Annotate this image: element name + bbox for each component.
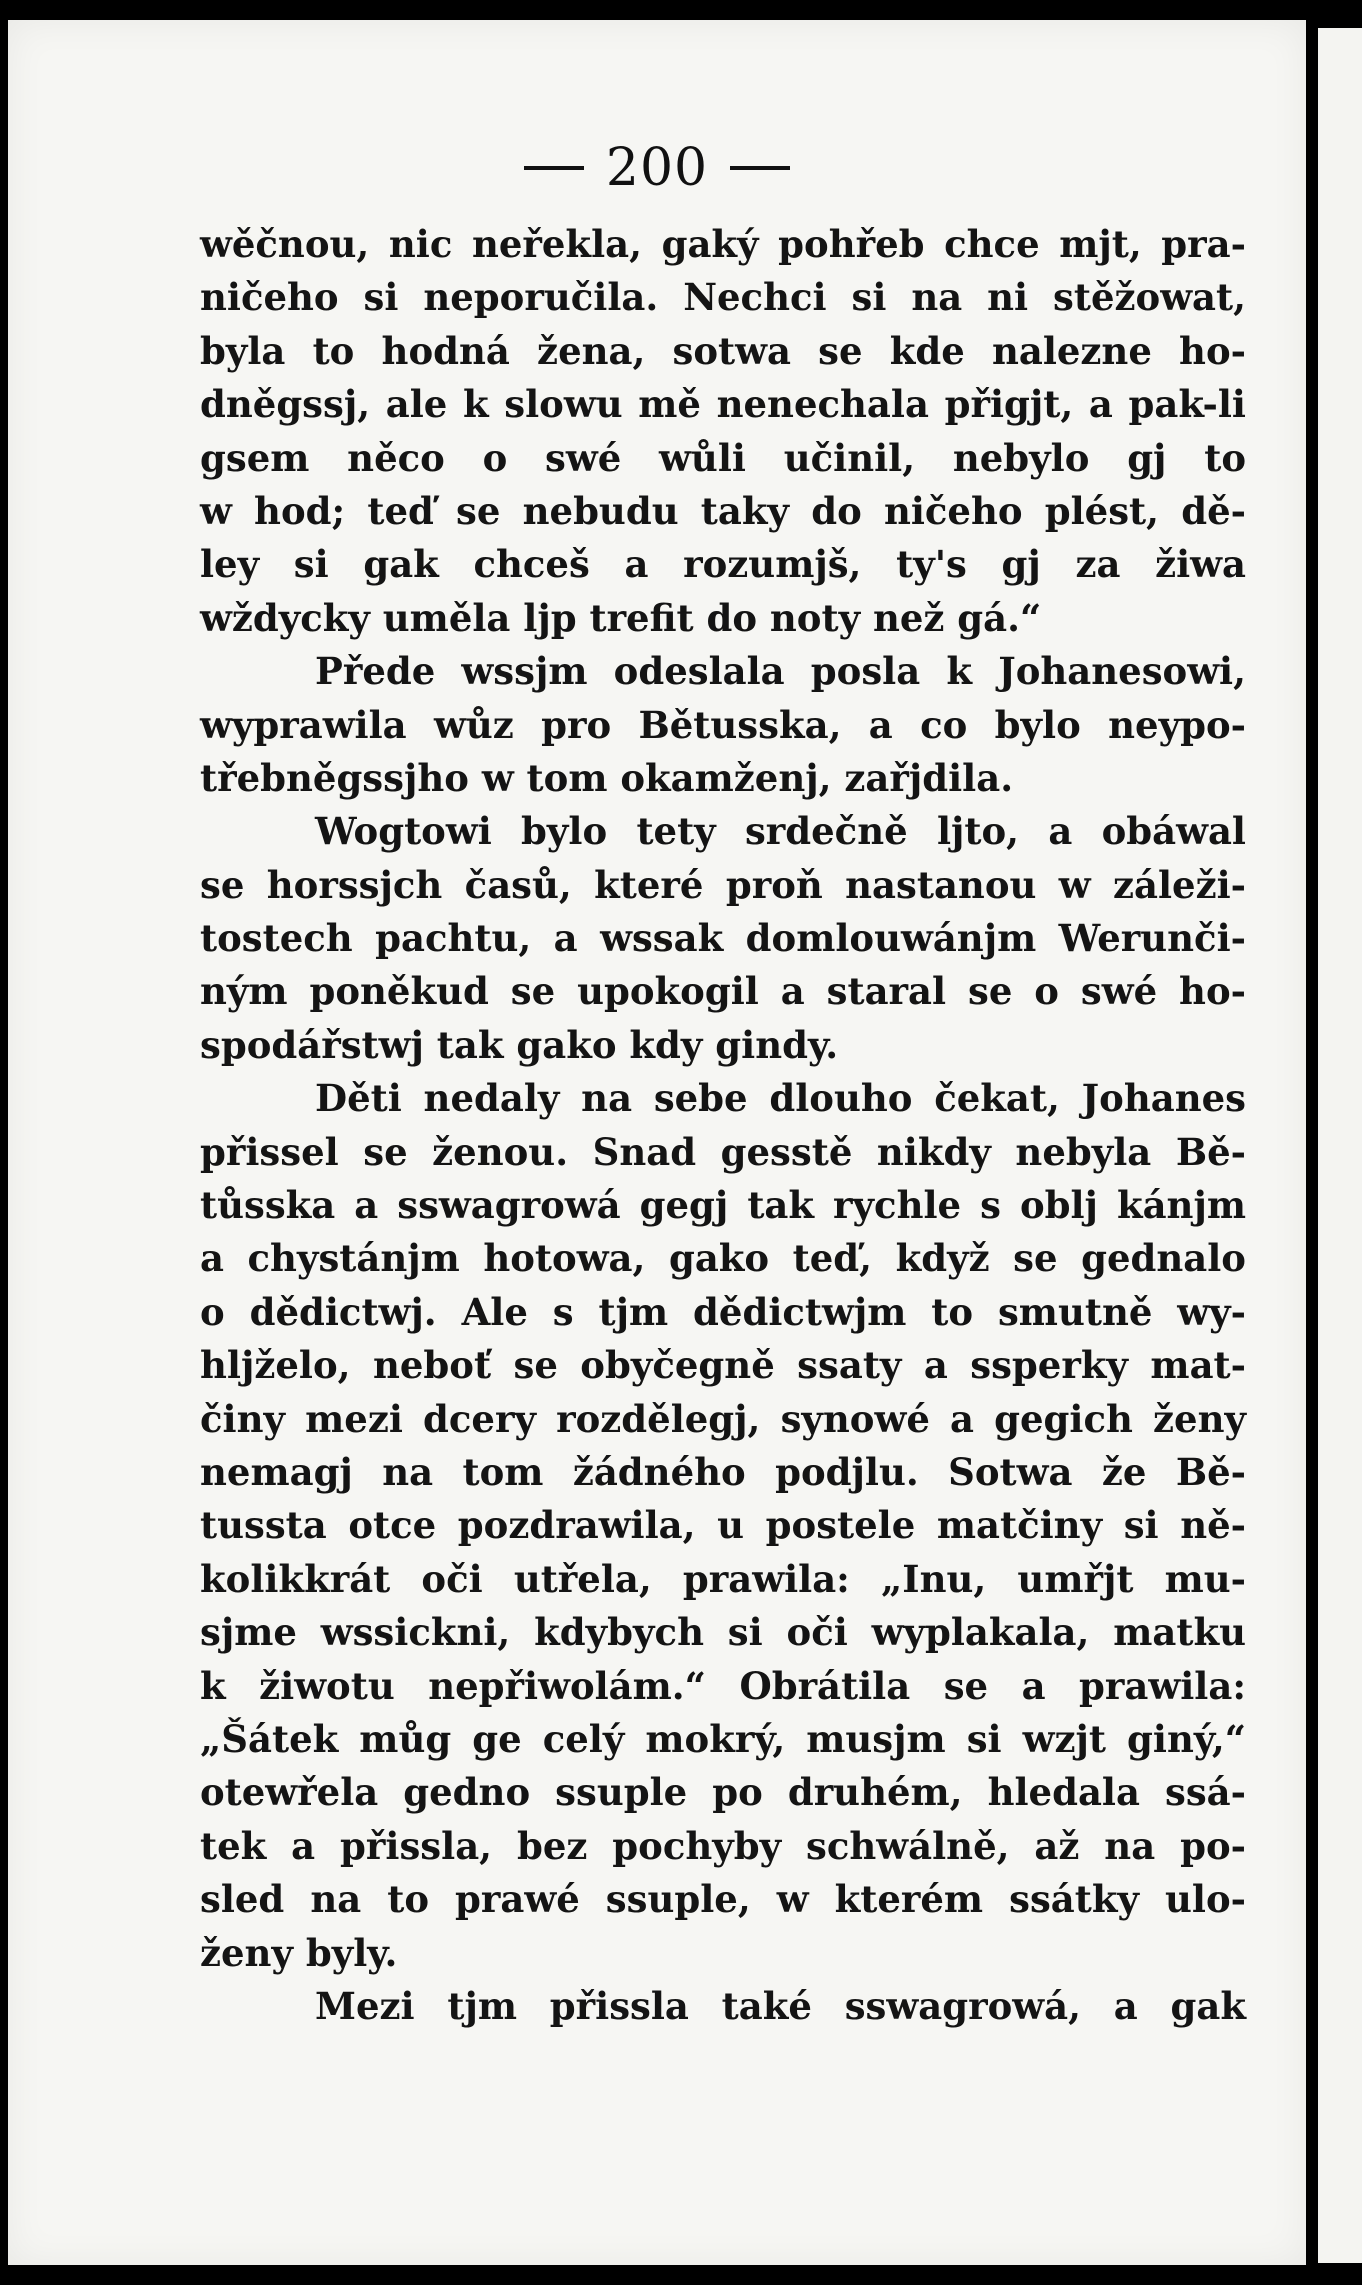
text-line: tussta otce pozdrawila, u postele matčiny si ně- <box>200 1503 1246 1548</box>
text-line: byla to hodná žena, sotwa se kde nalezne ho- <box>200 328 1246 373</box>
text-line: nemagj na tom žádného podjlu. Sotwa že Bě- <box>200 1449 1246 1494</box>
text-line: se horssjch časů, které proň nastanou w záleži- <box>200 862 1246 907</box>
text-line: ným poněkud se upokogil a staral se o swé ho- <box>200 969 1246 1014</box>
page-number <box>8 138 1306 198</box>
text-line: tek a přissla, bez pochyby schwálně, až na po- <box>200 1823 1246 1868</box>
text-line: wěčnou, nic neřekla, gaký pohřeb chce mjt, pra- <box>200 222 1246 266</box>
text-line: a chystánjm hotowa, gako teď, když se gednalo <box>200 1236 1246 1281</box>
page-number-dash-left <box>524 166 584 170</box>
text-line: gsem něco o swé wůli učinil, nebylo gj to <box>200 435 1246 480</box>
adjacent-page-edge <box>1318 28 1362 2263</box>
text-line: otewřela gedno ssuple po druhém, hledala ssá- <box>200 1770 1246 1815</box>
text-line: přissel se ženou. Snad gesstě nikdy nebyla Bě- <box>200 1129 1246 1174</box>
text-line: ženy byly. <box>200 1930 398 1975</box>
text-line: sjme wssickni, kdybych si oči wyplakala, matku <box>200 1610 1246 1655</box>
text-line: kolikkrát oči utřela, prawila: „Inu, umřjt mu- <box>200 1556 1246 1601</box>
text-line: wyprawila wůz pro Bětusska, a co bylo neypo- <box>200 702 1246 747</box>
text-line: hljželo, neboť se obyčegně ssaty a ssperky mat- <box>200 1343 1246 1388</box>
page-number-value: 200 <box>605 138 709 198</box>
text-line: Mezi tjm přissla také sswagrowá, a gak <box>315 1983 1246 2028</box>
text-line: Wogtowi bylo tety srdečně ljto, a obáwal <box>315 809 1246 854</box>
text-line: sled na to prawé ssuple, w kterém ssátky ulo- <box>200 1877 1246 1922</box>
text-line: dněgssj, ale k slowu mě nenechala přigjt, a pak-li <box>200 382 1246 427</box>
text-line: tůsska a sswagrowá gegj tak rychle s oblj kánjm <box>200 1183 1246 1228</box>
text-line: Děti nedaly na sebe dlouho čekat, Johanes <box>315 1076 1246 1121</box>
text-line: o dědictwj. Ale s tjm dědictwjm to smutně wy- <box>200 1289 1246 1334</box>
text-line: k žiwotu nepřiwolám.“ Obrátila se a prawila: <box>200 1663 1246 1708</box>
text-line: „Šátek můg ge celý mokrý, musjm si wzjt giný,“ <box>200 1716 1246 1761</box>
text-line: w hod; teď se nebudu taky do ničeho plést, dě- <box>200 488 1246 533</box>
text-line: wždycky uměla ljp trefit do noty než gá.“ <box>200 595 1042 640</box>
text-line: tostech pachtu, a wssak domlouwánjm Werunči- <box>200 916 1246 961</box>
text-line: ničeho si neporučila. Nechci si na ni stěžowat, <box>200 275 1246 320</box>
body-text <box>200 218 1246 2033</box>
text-line: ley si gak chceš a rozumjš, ty's gj za žiwa <box>200 542 1246 587</box>
text-line: spodářstwj tak gako kdy gindy. <box>200 1022 839 1067</box>
page-number-dash-right <box>730 166 790 170</box>
text-line: Přede wssjm odeslala posla k Johanesowi, <box>315 649 1246 694</box>
text-line: činy mezi dcery rozdělegj, synowé a gegich ženy <box>200 1396 1246 1441</box>
text-line: třebněgssjho w tom okamženj, zařjdila. <box>200 755 1014 800</box>
